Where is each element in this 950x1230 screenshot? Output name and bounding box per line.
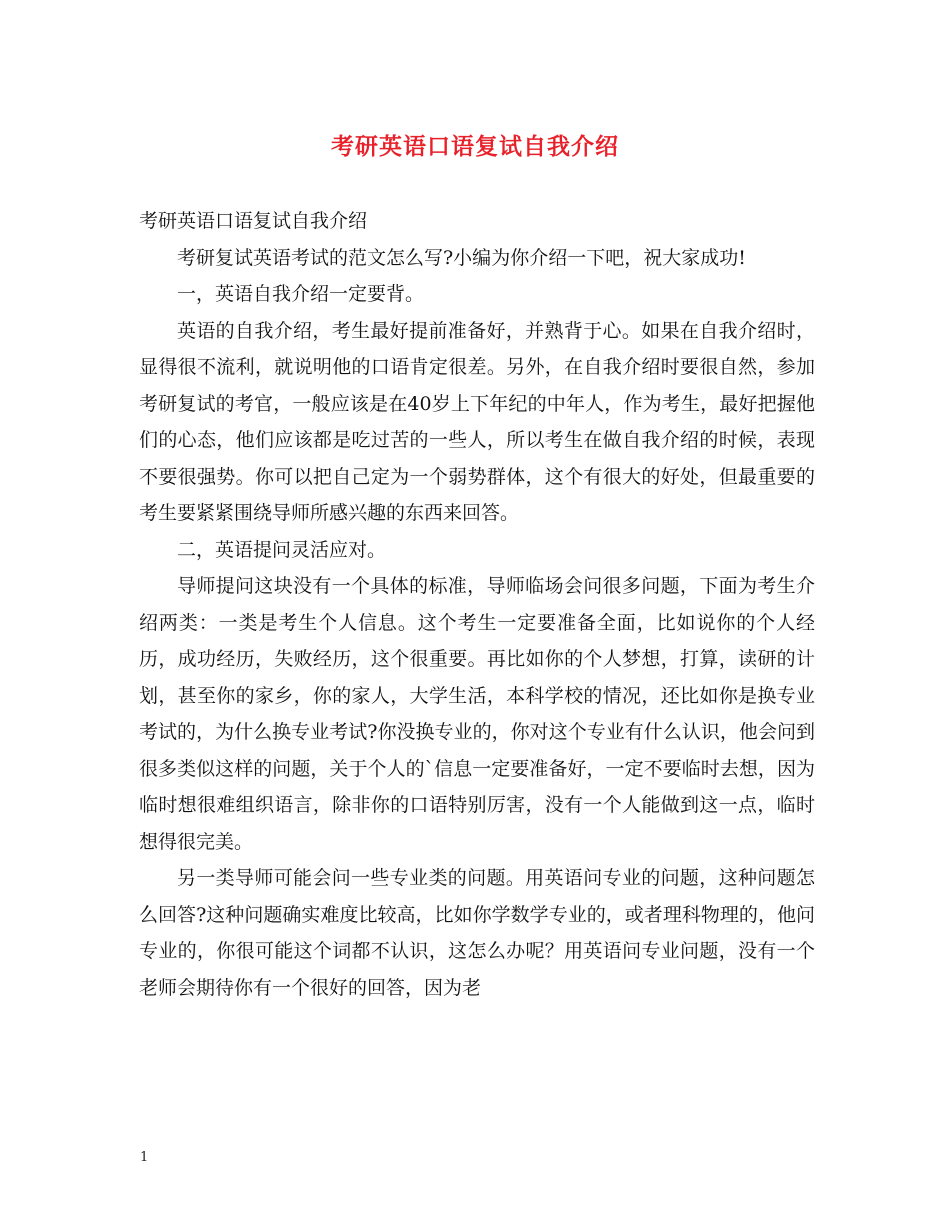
document-title: 考研英语口语复试自我介绍 xyxy=(331,133,619,160)
paragraph: 考研复试英语考试的范文怎么写?小编为你介绍一下吧，祝大家成功! xyxy=(177,246,746,269)
paragraph: 一，英语自我介绍一定要背。 xyxy=(177,283,425,305)
paragraph: 二，英语提问灵活应对。 xyxy=(177,538,387,561)
paragraph: 英语的自我介绍，考生最好提前准备好，并熟背于心。如果在自我介绍时，显得很不流利，就说明他的口语肯定很差。另外，在自我介绍时要很自然，参加考研复试的考官，一般应该是在40岁上下年纪的中年人，作为考生，最好把握他们的心态，他们应该都是吃过苦的一些人，所以考生在做自我介绍的时候，表现不要很强势。你可以把自己定为一个弱势群体，这个有很大的好处，但最重要的考生要紧紧围绕导师所感兴趣的东西来回答。 xyxy=(139,319,815,524)
page-number: 1 xyxy=(140,1150,149,1165)
paragraph: 导师提问这块没有一个具体的标准，导师临场会问很多问题，下面为考生介绍两类：一类是考生个人信息。这个考生一定要准备全面，比如说你的个人经历，成功经历，失败经历，这个很重要。再比如你的个人梦想，打算，读研的计划，甚至你的家乡，你的家人，大学生活，本科学校的情况，还比如你是换专业考试的，为什么换专业考试?你没换专业的，你对这个专业有什么认识，他会问到很多类似这样的问题，关于个人的`信息一定要准备好，一定不要临时去想，因为临时想很难组织语言，除非你的口语特别厉害，没有一个人能做到这一点，临时想得很完美。 xyxy=(139,575,815,853)
paragraph: 另一类导师可能会问一些专业类的问题。用英语问专业的问题，这种问题怎么回答?这种问题确实难度比较高，比如你学数学专业的，或者理科物理的，他问专业的，你很可能这个词都不认识，这怎么办呢？用英语问专业问题，没有一个老师会期待你有一个很好的回答，因为老 xyxy=(139,867,815,999)
document-body xyxy=(139,203,815,1006)
paragraph: 考研英语口语复试自我介绍 xyxy=(139,210,368,232)
